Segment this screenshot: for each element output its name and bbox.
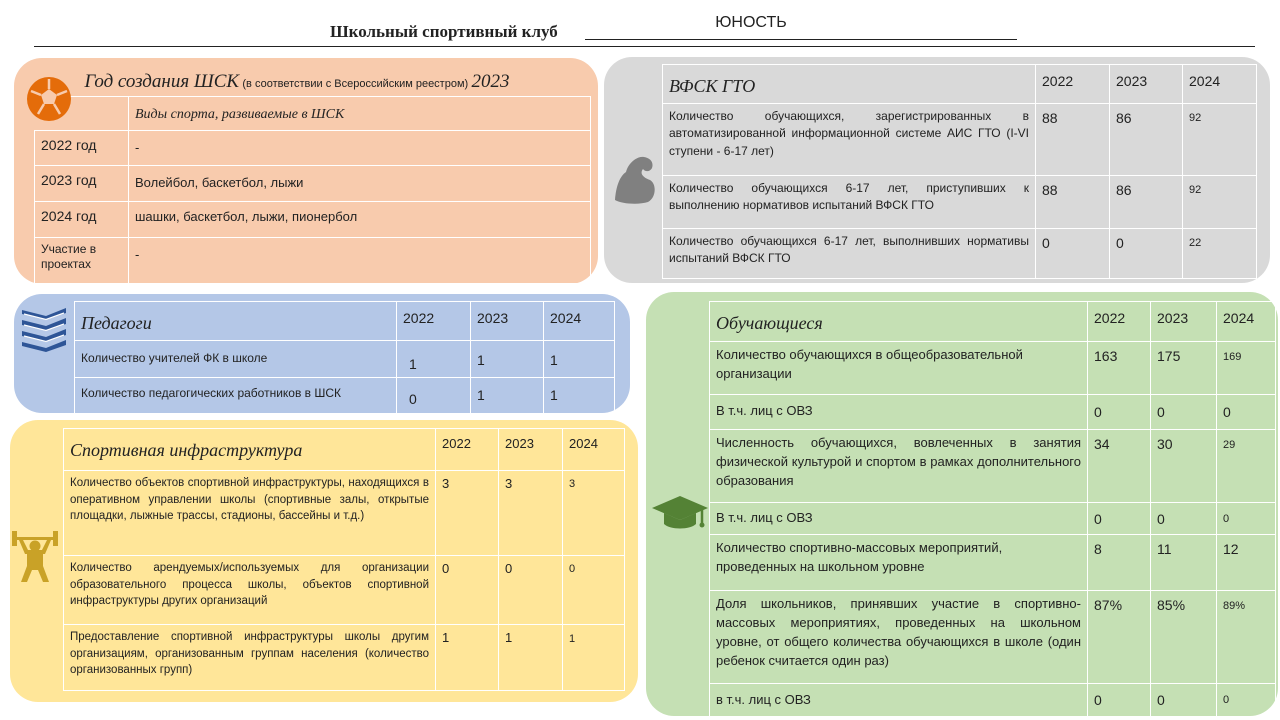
gto-row-value: 88 [1036, 104, 1110, 176]
students-row-value: 175 [1151, 342, 1217, 395]
weightlifter-icon [10, 528, 60, 584]
founding-row-label: 2023 год [35, 165, 129, 201]
students-row-value: 163 [1088, 342, 1151, 395]
students-row-label: Количество спортивно-массовых мероприятий, проведенных на школьном уровне [710, 535, 1088, 591]
gto-row-value: 92 [1183, 104, 1257, 176]
soccer-ball-icon [24, 74, 74, 124]
infrastructure-row-value: 1 [436, 625, 499, 691]
gto-year: 2023 [1110, 65, 1183, 104]
students-row-value: 0 [1088, 395, 1151, 430]
infrastructure-row-value: 0 [436, 556, 499, 625]
club-name-underline [585, 39, 1017, 40]
books-icon [18, 304, 70, 352]
students-row-label: В т.ч. лиц с ОВЗ [710, 395, 1088, 430]
students-row-value: 0 [1151, 503, 1217, 535]
teachers-row-value: 1 [471, 378, 544, 414]
infrastructure-row-label: Предоставление спортивной инфраструктуры школы другим организациям, организованным группам населения (количество организованных групп) [64, 625, 436, 691]
students-row-value: 0 [1151, 395, 1217, 430]
teachers-row-label: Количество педагогических работников в ШСК [75, 378, 397, 414]
gto-row-value: 0 [1110, 229, 1183, 279]
teachers-row-label: Количество учителей ФК в школе [75, 341, 397, 378]
page-title: Школьный спортивный клуб [330, 22, 558, 41]
students-year: 2022 [1088, 302, 1151, 342]
founding-row-label: 2022 год [35, 130, 129, 165]
students-row-value: 87% [1088, 591, 1151, 684]
founding-row-value: - [129, 130, 591, 165]
gto-row-label: Количество обучающихся 6-17 лет, приступивших к выполнению нормативов испытаний ВФСК ГТО [663, 176, 1036, 229]
infrastructure-row-label: Количество арендуемых/используемых для организации образовательного процесса школы, объектов спортивной инфраструктуры других организаций [64, 556, 436, 625]
teachers-row-value: 1 [544, 341, 615, 378]
infrastructure-row-value: 0 [499, 556, 563, 625]
infrastructure-row-label: Количество объектов спортивной инфраструктуры, находящихся в оперативном управлении школы (спортивные залы, открытые площадки, лыжные трассы, стадионы, бассейны и т.д.) [64, 471, 436, 556]
infrastructure-row-value: 0 [563, 556, 625, 625]
students-year: 2023 [1151, 302, 1217, 342]
students-row-label: в т.ч. лиц с ОВЗ [710, 684, 1088, 718]
students-row-value: 89% [1217, 591, 1276, 684]
gto-row-label: Количество обучающихся, зарегистрированных в автоматизированной информационной системе АИС ГТО (I-VI ступени - 6-17 лет) [663, 104, 1036, 176]
founding-note: (в соответствии с Всероссийским реестром) [242, 78, 469, 90]
gto-year: 2022 [1036, 65, 1110, 104]
infrastructure-row-value: 3 [499, 471, 563, 556]
students-row-label: Количество обучающихся в общеобразовательной организации [710, 342, 1088, 395]
students-title: Обучающиеся [710, 302, 1088, 342]
teachers-year: 2022 [397, 302, 471, 341]
gto-year: 2024 [1183, 65, 1257, 104]
founding-year: 2023 [471, 71, 510, 92]
founding-title: Год создания ШСК [84, 71, 240, 92]
students-row-value: 30 [1151, 430, 1217, 503]
students-row-label: Численность обучающихся, вовлеченных в занятия физической культурой и спортом в рамках дополнительного образования [710, 430, 1088, 503]
teachers-title: Педагоги [75, 302, 397, 341]
infrastructure-year: 2023 [499, 429, 563, 471]
teachers-row-value: 1 [397, 341, 471, 378]
gto-row-label: Количество обучающихся 6-17 лет, выполнивших нормативы испытаний ВФСК ГТО [663, 229, 1036, 279]
gto-row-value: 88 [1036, 176, 1110, 229]
gto-table [662, 64, 1257, 279]
infrastructure-title: Спортивная инфраструктура [64, 429, 436, 471]
gto-row-value: 0 [1036, 229, 1110, 279]
header-divider [34, 46, 1255, 47]
teachers-year: 2024 [544, 302, 615, 341]
infrastructure-row-value: 1 [499, 625, 563, 691]
gto-row-value: 86 [1110, 176, 1183, 229]
gto-row-value: 86 [1110, 104, 1183, 176]
founding-row-value: Волейбол, баскетбол, лыжи [129, 165, 591, 201]
students-row-label: Доля школьников, принявших участие в спортивно-массовых мероприятиях, проведенных на школьном уровне, от общего количества обучающихся в школе (один ребенок считается один раз) [710, 591, 1088, 684]
students-row-value: 34 [1088, 430, 1151, 503]
founding-row-label: Участие в проектах [35, 237, 129, 283]
teachers-table [74, 301, 615, 414]
teachers-year: 2023 [471, 302, 544, 341]
infrastructure-table [63, 428, 625, 691]
founding-row-value: - [129, 237, 591, 283]
students-table [709, 301, 1276, 718]
students-row-value: 169 [1217, 342, 1276, 395]
students-row-value: 0 [1217, 503, 1276, 535]
founding-title-cell [35, 64, 591, 96]
teachers-row-value: 0 [397, 378, 471, 414]
teachers-row-value: 1 [471, 341, 544, 378]
sports-header: Виды спорта, развиваемые в ШСК [129, 96, 591, 130]
gto-row-value: 22 [1183, 229, 1257, 279]
flexed-arm-icon [612, 152, 658, 204]
infrastructure-year: 2022 [436, 429, 499, 471]
students-row-value: 85% [1151, 591, 1217, 684]
students-row-value: 8 [1088, 535, 1151, 591]
students-row-value: 29 [1217, 430, 1276, 503]
founding-row-label: 2024 год [35, 201, 129, 237]
founding-table [34, 64, 591, 284]
infrastructure-row-value: 3 [436, 471, 499, 556]
infrastructure-row-value: 1 [563, 625, 625, 691]
students-row-value: 0 [1151, 684, 1217, 718]
students-row-value: 0 [1217, 684, 1276, 718]
teachers-row-value: 1 [544, 378, 615, 414]
infrastructure-row-value: 3 [563, 471, 625, 556]
students-row-value: 0 [1088, 684, 1151, 718]
students-row-value: 0 [1088, 503, 1151, 535]
gto-title: ВФСК ГТО [663, 65, 1036, 104]
students-row-value: 0 [1217, 395, 1276, 430]
founding-row-value: шашки, баскетбол, лыжи, пионербол [129, 201, 591, 237]
gto-row-value: 92 [1183, 176, 1257, 229]
graduation-cap-icon [650, 494, 710, 532]
club-name: ЮНОСТЬ [715, 14, 787, 31]
students-year: 2024 [1217, 302, 1276, 342]
infrastructure-year: 2024 [563, 429, 625, 471]
students-row-label: В т.ч. лиц с ОВЗ [710, 503, 1088, 535]
students-row-value: 12 [1217, 535, 1276, 591]
students-row-value: 11 [1151, 535, 1217, 591]
